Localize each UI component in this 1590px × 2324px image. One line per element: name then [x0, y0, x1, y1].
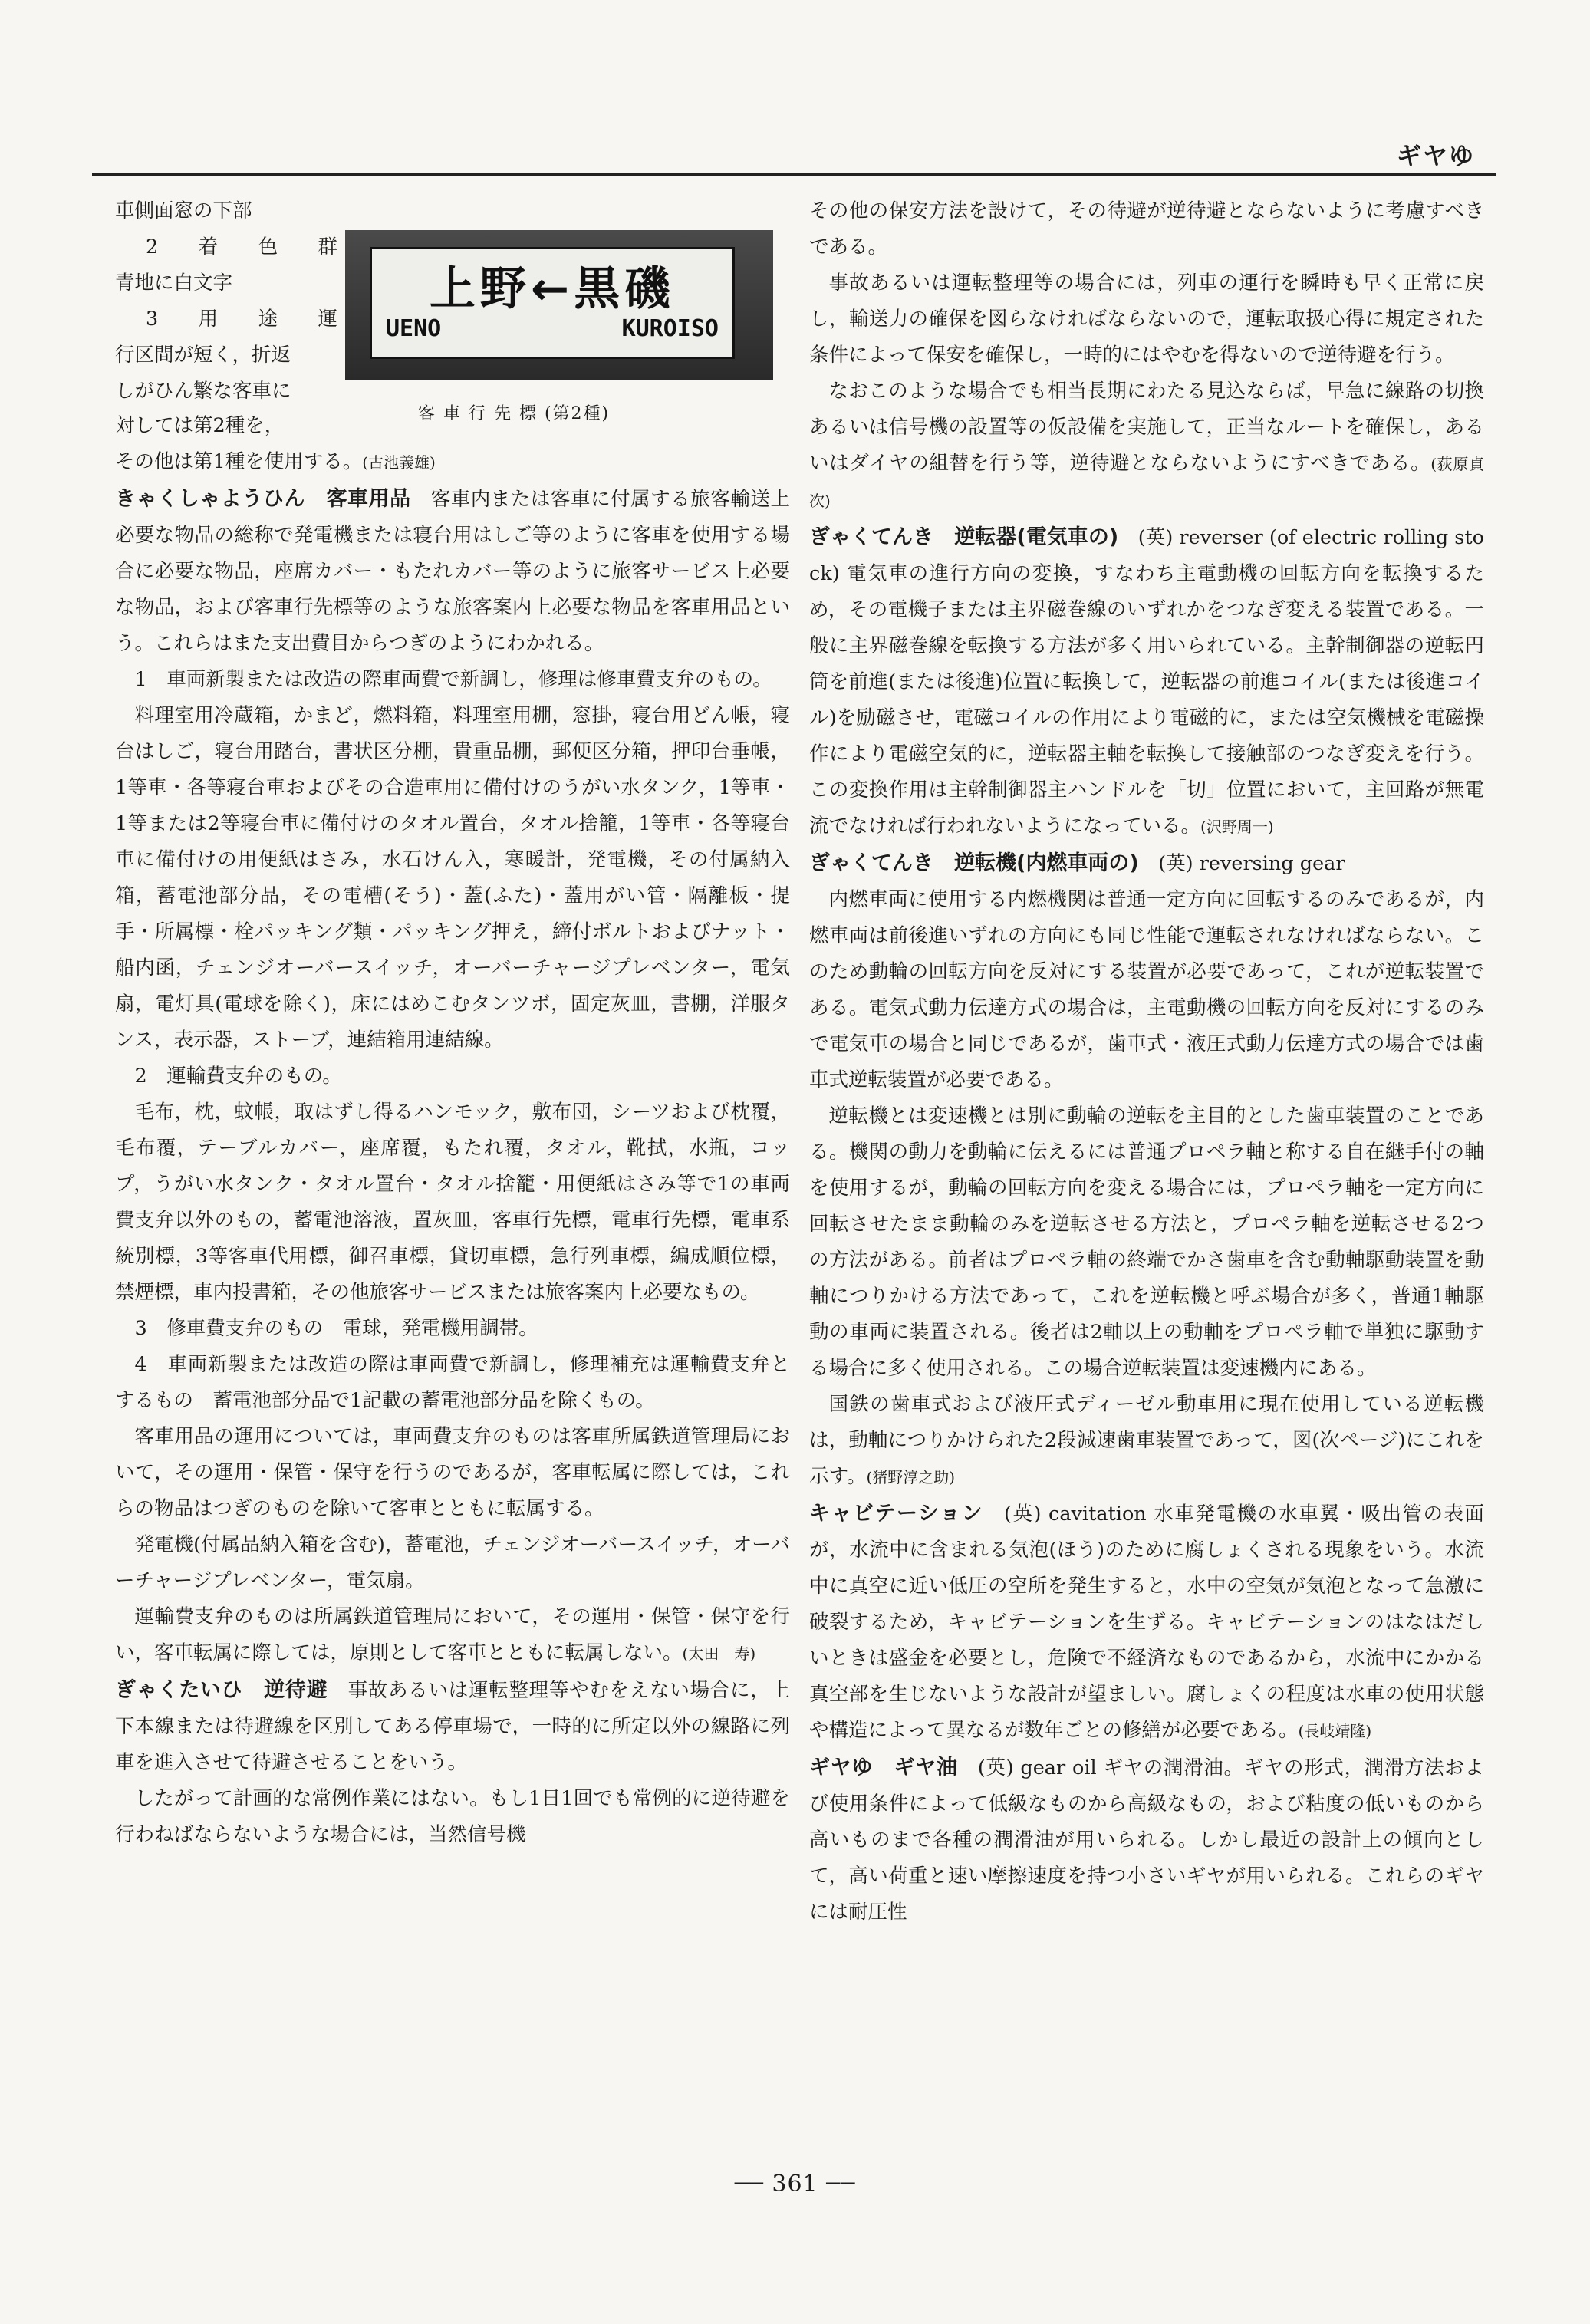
- destination-sign-photo: [345, 230, 773, 380]
- paragraph: その他の保安方法を設けて，その待避が逆待避とならないように考慮すべきである。: [809, 199, 1484, 258]
- paragraph-text: なおこのような場合でも相当長期にわたる見込ならば，早急に線路の切換あるいは信号機の設置等の仮設備を実施して，正当なルートを確保し，あるいはダイヤの組替を行う等，逆待避とならないようにすべきである。: [809, 380, 1484, 475]
- headword: ぎゃくてんき 逆転器(電気車の): [809, 525, 1119, 549]
- paragraph-text: (英) reversing gear: [1158, 852, 1345, 875]
- figure-block: [115, 193, 790, 445]
- left-column: [115, 193, 790, 1853]
- page-number: ── 361 ──: [734, 2171, 856, 2197]
- paragraph: 逆転機とは変速機とは別に動輪の逆転を主目的とした歯車装置のことである。機関の動力を動輪に伝えるには普通プロペラ軸と称する自在継手付の軸を使用するが，動輪の回転方向を変える場合には，プロペラ軸を一定方向に回転させたまま動輪のみを逆転させる方法と，プロペラ軸を逆転させる2つの方法がある。前者はプロペラ軸の終端でかさ歯車を含む動軸駆動装置を動軸につりかける方法であって，これを逆転機と呼ぶ場合が多く，普通1軸駆動の車両に装置される。後者は2軸以上の動軸をプロペラ軸で単独に駆動する場合に多く使用される。この場合逆転装置は変速機内にある。: [809, 1104, 1484, 1380]
- author: (猪野淳之助): [866, 1468, 956, 1486]
- header-rule: [92, 173, 1496, 176]
- side-line: しがひん繁な客車に: [115, 380, 291, 403]
- side-line: 2 着 色 群: [146, 235, 337, 258]
- entry-paragraph: [809, 845, 1484, 882]
- author: (長岐靖隆): [1298, 1722, 1372, 1740]
- side-line: 3 用 途 運: [146, 308, 337, 331]
- paragraph: 客車用品の運用については，車両費支弁のものは客車所属鉄道管理局において，その運用・保管・保守を行うのであるが，客車転属に際しては，これらの物品はつぎのものを除いて客車とともに転属する。: [115, 1425, 790, 1520]
- headword: きゃくしゃようひん 客車用品: [115, 487, 411, 511]
- paragraph: [809, 374, 1484, 519]
- paragraph: 事故あるいは運転整理等の場合には，列車の運行を瞬時も早く正常に戻し，輸送力の確保を図らなければならないので，運転取扱心得に規定された条件によって保安を確保し，一時的にはやむを得ないので逆待避を行う。: [809, 272, 1484, 367]
- paragraph-text: (英) cavitation 水車発電機の水車翼・吸出管の表面が，水流中に含まれる気泡(ほう)のために腐しょくされる現象をいう。水流中に真空に近い低圧の空所を発生すると，水中の空気が気泡となって急激に破裂するため，キャビテーションを生ずる。キャビテーションのはなはだしいときは盛金を必要とし，危険で不経済なものであるから，水流中にかかる真空部を生じないような設計が望ましい。腐しょくの程度は水車の使用状態や構造によって異なるが数年ごとの修繕が必要である。: [809, 1503, 1484, 1742]
- paragraph: [115, 1599, 790, 1672]
- paragraph-text: 事故あるいは運転整理等やむをえない場合に，上下本線または待避線を区別してある停車場で，一時的に所定以外の線路に列車を進入させて待避させることをいう。: [115, 1679, 790, 1774]
- paragraph-text: (英) reverser (of electric rolling stock) 電気車の進行方向の変換，すなわち主電動機の回転方向を転換するため，その電機子または主界磁巻線のいずれかをつなぎ変える装置である。一般に主界磁巻線を転換する方法が多く用いられている。主幹制御器の逆転円筒を前進(または後進)位置に転換して，逆転器の前進コイル(または後進コイル)を励磁させ，電磁コイルの作用により電磁的に，または空気機械を電磁操作により電磁空気的に，逆転器主軸を転換して接触部のつなぎ変えを行う。この変換作用は主幹制御器主ハンドルを「切」位置において，主回路が無電流でなければ行われないようになっている。: [809, 526, 1484, 838]
- paragraph: 3 修車費支弁のもの 電球，発電機用調帯。: [134, 1317, 538, 1340]
- author: (荻原貞次): [809, 455, 1484, 510]
- destination-sign: [370, 247, 735, 359]
- running-head: ギヤゆ: [1396, 141, 1475, 170]
- author: (沢野周一): [1200, 818, 1274, 836]
- sign-romaji-left: UENO: [386, 315, 442, 342]
- paragraph-text: (英) gear oil ギヤの潤滑油。ギヤの形式，潤滑方法および使用条件によって低級なものから高級なもの，および粘度の低いものから高いものまで各種の潤滑油が用いられる。しかし最近の設計上の傾向として，高い荷重と速い摩擦速度を持つ小さいギヤが用いられる。これらのギヤには耐圧性: [809, 1756, 1484, 1924]
- figure-caption: 客 車 行 先 標 (第2種): [418, 404, 611, 423]
- sign-kanji: 上野←黒磯: [429, 262, 676, 316]
- figure-last-line: [115, 444, 790, 481]
- author: (古池義雄): [362, 453, 436, 472]
- paragraph-text: 国鉄の歯車式および液圧式ディーゼル動車用に現在使用している逆転機は，動軸につりかけられた2段減速歯車装置であって，図(次ページ)にこれを示す。: [809, 1393, 1484, 1488]
- paragraph: 4 車両新製または改造の際は車両費で新調し，修理補充は運輸費支弁とするもの 蓄電池部分品で1記載の蓄電池部分品を除くもの。: [115, 1353, 790, 1412]
- headword: ギヤゆ ギヤ油: [809, 1756, 958, 1779]
- headword: キャビテーション: [809, 1502, 983, 1526]
- paragraph-text: 客車内または客車に付属する旅客輸送上必要な物品の総称で発電機または寝台用はしご等のように客車を使用する場合に必要な物品，座席カバー・もたれカバー等のように旅客サービス上必要な物品，および客車行先標等のような旅客案内上必要な物品を客車用品という。これらはまた支出費目からつぎのようにわかれる。: [115, 488, 790, 655]
- sign-romaji-right: KUROISO: [621, 315, 719, 342]
- headword: ぎゃくてんき 逆転機(内燃車両の): [809, 851, 1139, 875]
- entry-paragraph: [115, 481, 790, 662]
- figure-side-text: [115, 193, 337, 410]
- side-line: 青地に白文字: [115, 272, 233, 295]
- entry-paragraph: [809, 519, 1484, 845]
- paragraph: 2 運輸費支弁のもの。: [134, 1065, 342, 1088]
- headword: ぎゃくたいひ 逆待避: [115, 1678, 328, 1702]
- entry-paragraph: [809, 1750, 1484, 1931]
- entry-paragraph: [809, 1496, 1484, 1750]
- entry-paragraph: [115, 1672, 790, 1781]
- paragraph: したがって計画的な常例作業にはない。もし1日1回でも常例的に逆待避を行わねばならないような場合には，当然信号機: [115, 1787, 790, 1846]
- side-line: 行区間が短く，折返: [115, 344, 291, 367]
- side-line: 車側面窓の下部: [115, 199, 252, 222]
- paragraph: 料理室用冷蔵箱，かまど，燃料箱，料理室用棚，窓掛，寝台用どん帳，寝台はしご，寝台用踏台，書状区分棚，貴重品棚，郵便区分箱，押印台垂帳，1等車・各等寝台車およびその合造車用に備付けのうがい水タンク，1等車・1等または2等寝台車に備付けのタオル置台，タオル捨籠，1等車・各等寝台車に備付けの用便紙はさみ，水石けん入，寒暖計，発電機，その付属納入箱，蓄電池部分品，その電槽(そう)・蓋(ふた)・蓋用がい管・隔離板・提手・所属標・栓パッキング類・パッキング押え，締付ボルトおよびナット・船内函，チェンジオーバースイッチ，オーバーチャージプレベンター，電気扇，電灯具(電球を除く)，床にはめこむタンツボ，固定灰皿，書棚，洋服タンス，表示器，ストーブ，連結箱用連結線。: [115, 704, 790, 1052]
- figure-last-text: その他は第1種を使用する。: [115, 450, 363, 473]
- right-column: [809, 193, 1484, 1931]
- paragraph: 発電機(付属品納入箱を含む)，蓄電池，チェンジオーバースイッチ，オーバーチャージプレベンター，電気扇。: [115, 1533, 790, 1592]
- paragraph-text: 運輸費支弁のものは所属鉄道管理局において，その運用・保管・保守を行い，客車転属に際しては，原則として客車とともに転属しない。: [115, 1605, 790, 1664]
- sign-romaji: [386, 315, 719, 342]
- author: (太田 寿): [682, 1644, 756, 1663]
- paragraph: [809, 1387, 1484, 1496]
- paragraph: 1 車両新製または改造の際車両費で新調し，修理は修車費支弁のもの。: [134, 668, 772, 691]
- paragraph: 内燃車両に使用する内燃機関は普通一定方向に回転するのみであるが，内燃車両は前後進いずれの方向にも同じ性能で運転されなければならない。このため動輪の回転方向を反対にする装置が必要であって，これが逆転装置である。電気式動力伝達方式の場合は，主電動機の回転方向を反対にするのみで電気車の場合と同じであるが，歯車式・液圧式動力伝達方式の場合では歯車式逆転装置が必要である。: [809, 888, 1484, 1091]
- side-line-text: 対しては第2種を，: [115, 414, 285, 437]
- paragraph: 毛布，枕，蚊帳，取はずし得るハンモック，敷布団，シーツおよび枕覆，毛布覆，テーブルカバー，座席覆，もたれ覆，タオル，靴拭，水瓶，コップ，うがい水タンク・タオル置台・タオル捨籠・用便紙はさみ等で1の車両費支弁以外のもの，蓄電池溶液，置灰皿，客車行先標，電車行先標，電車系統別標，3等客車代用標，御召車標，貸切車標，急行列車標，編成順位標，禁煙標，車内投書箱，その他旅客サービスまたは旅客案内上必要なもの。: [115, 1101, 790, 1304]
